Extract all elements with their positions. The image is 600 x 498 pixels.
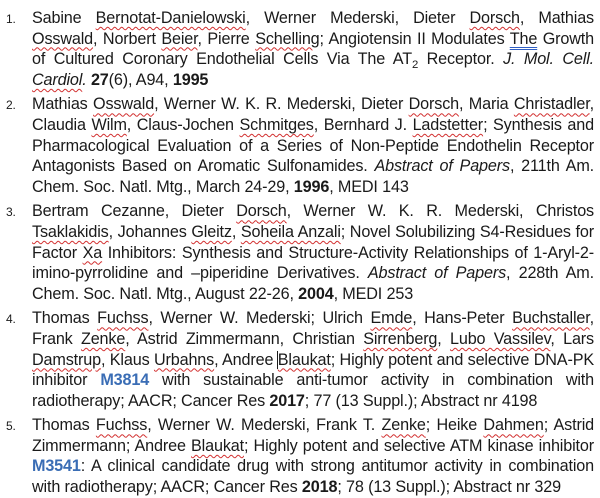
text-run: , 228th Am. Chem. Soc. Natl. Mtg., August 22-26, bbox=[32, 264, 594, 303]
text-run: , bbox=[231, 222, 241, 241]
spelling-flagged-word: Xa bbox=[82, 243, 103, 262]
text-run: , Klaus bbox=[100, 350, 154, 369]
spelling-flagged-word: Osswald bbox=[32, 29, 94, 48]
text-run: , Pierre bbox=[197, 29, 256, 48]
text-run: , Werner W. K. R. Mederski, Dieter bbox=[154, 95, 409, 114]
text-run: Inhibitors: Synthesis and Structure-Activity Relationships of 1-Aryl-2-imino-pyrrolidine and –piperidine Derivatives. bbox=[32, 243, 595, 283]
text-run: ; Angiotensin II Modulates bbox=[319, 29, 510, 48]
spelling-flagged-word: Ladstetter bbox=[412, 115, 484, 134]
bold-run: 2004 bbox=[298, 284, 334, 303]
text-run: with sustainable anti-tumor activity in combination with radiotherapy; AACR; Cancer Res bbox=[32, 371, 595, 410]
spelling-flagged-word: Wilm bbox=[91, 115, 127, 134]
bold-run: 2018 bbox=[301, 478, 338, 497]
text-run: ; Highly potent and selective DNA-PK inhibitor bbox=[32, 350, 594, 390]
reference-number: 4. bbox=[6, 312, 16, 327]
spelling-flagged-word: Blaukat bbox=[277, 350, 331, 369]
reference-number: 1. bbox=[6, 12, 16, 26]
text-run: Sabine bbox=[32, 9, 96, 27]
reference-item bbox=[0, 8, 594, 90]
spelling-flagged-word: Sirrenberg bbox=[363, 329, 438, 348]
text-run: : A clinical candidate drug with strong antitumor activity in combination with radiotherapy; AACR; Cancer Res bbox=[32, 457, 594, 497]
spelling-flagged-word: Buchstaller bbox=[512, 309, 590, 328]
text-run: , Frank bbox=[32, 309, 594, 348]
reference-text bbox=[32, 201, 594, 304]
text-run: ; Novel Solubilizing S4-Residues for Factor bbox=[32, 222, 594, 262]
compound-code: M3814 bbox=[100, 371, 150, 390]
text-run: ; Synthesis and Pharmacological Evaluation of a Series of Non-Peptide Endothelin Receptor Antagonists Based on Aromatic Sulfonamides. bbox=[32, 115, 594, 176]
reference-item bbox=[0, 201, 594, 304]
text-run: , Werner W. Mederski, Frank T. bbox=[147, 416, 382, 435]
text-run: , Norbert bbox=[93, 29, 162, 48]
spelling-flagged-word: Zenke bbox=[80, 329, 126, 348]
spelling-flagged-word: Blaukat bbox=[191, 436, 244, 455]
text-run: Bertram Cezanne, Dieter bbox=[32, 202, 237, 221]
spelling-flagged-word: Osswald bbox=[93, 95, 155, 114]
reference-text bbox=[32, 308, 594, 411]
spelling-flagged-word: Dahmen bbox=[483, 416, 544, 435]
text-run: Mathias bbox=[32, 95, 94, 114]
text-run: , Werner W. K. R. Mederski, Christos bbox=[286, 202, 594, 221]
text-run: , Werner Mederski, Dieter bbox=[245, 9, 470, 27]
text-run: , 211th Am. Chem. Soc. Natl. Mtg., March 24-29, bbox=[32, 157, 594, 196]
subscript: 2 bbox=[411, 59, 419, 72]
spelling-flagged-word: Dorsch bbox=[469, 9, 520, 27]
spelling-flagged-word: Beier bbox=[161, 29, 198, 48]
reference-number: 5. bbox=[6, 419, 16, 434]
text-run: , MEDI 143 bbox=[329, 177, 409, 196]
journal-title: Abstract of Papers bbox=[374, 157, 510, 176]
text-run: , Maria bbox=[459, 95, 514, 114]
spelling-flagged-word: Damstrup bbox=[32, 350, 101, 369]
spelling-flagged-word: Cardiol bbox=[32, 70, 83, 89]
text-run: Thomas bbox=[32, 309, 98, 328]
spelling-flagged-word: Zenke bbox=[381, 416, 426, 435]
spelling-flagged-word: Lubo Vassilev bbox=[449, 329, 551, 348]
bold-run: 1996 bbox=[293, 177, 330, 196]
text-run: , Werner W. Mederski; Ulrich bbox=[148, 309, 371, 328]
reference-item bbox=[0, 94, 594, 197]
text-run: Receptor. bbox=[418, 50, 504, 69]
spelling-flagged-word: Fuchss bbox=[95, 416, 148, 435]
spelling-flagged-word: Urbahns bbox=[153, 350, 215, 369]
spelling-flagged-word: Dorsch bbox=[236, 202, 287, 221]
reference-item bbox=[0, 415, 594, 497]
text-run: , Astrid Zimmermann, Christian bbox=[125, 329, 364, 348]
text-run: ; 77 (13 Suppl.); Abstract nr 4198 bbox=[304, 391, 538, 410]
spelling-flagged-word: Soheila Anzali bbox=[240, 222, 341, 241]
bold-run: 27 bbox=[90, 70, 109, 89]
text-run: , Johannes bbox=[108, 222, 192, 241]
spelling-flagged-word: Dorsch bbox=[408, 95, 460, 114]
text-run: ; Astrid Zimmermann; Andree bbox=[32, 416, 594, 455]
spelling-flagged-word: Bernotat-Danielowski bbox=[95, 9, 246, 27]
spelling-flagged-word: Tsaklakidis bbox=[32, 222, 109, 241]
text-run: , Claus-Jochen bbox=[126, 115, 240, 134]
text-run: ; 78 (13 Suppl.); Abstract nr 329 bbox=[337, 478, 561, 497]
grammar-flagged-word: The bbox=[509, 29, 538, 48]
text-run: Thomas bbox=[32, 416, 96, 435]
reference-list bbox=[0, 8, 594, 498]
reference-item bbox=[0, 308, 594, 411]
bold-run: 1995 bbox=[172, 70, 209, 89]
reference-text bbox=[32, 94, 594, 197]
text-run: (6), A94, bbox=[108, 70, 173, 89]
journal-title: Abstract of Papers bbox=[367, 264, 507, 283]
spelling-flagged-word: Emde bbox=[370, 309, 413, 328]
text-run: , MEDI 253 bbox=[333, 284, 414, 303]
spelling-flagged-word: Fuchss bbox=[97, 309, 149, 328]
text-run: , Andree bbox=[214, 350, 278, 369]
text-run: , Claudia bbox=[32, 95, 594, 134]
reference-text bbox=[32, 415, 594, 497]
compound-code: M3541 bbox=[32, 457, 81, 476]
text-run: , Hans-Peter bbox=[412, 309, 513, 328]
journal-title: . bbox=[82, 70, 87, 89]
spelling-flagged-word: Schmitges bbox=[239, 115, 314, 134]
spelling-flagged-word: Christadler bbox=[513, 95, 590, 114]
text-run: , Bernhard J. bbox=[313, 115, 413, 134]
reference-number: 3. bbox=[6, 205, 16, 220]
text-run: , bbox=[437, 329, 450, 348]
text-run: , Lars bbox=[550, 329, 594, 348]
reference-text bbox=[32, 8, 594, 90]
text-run: , Mathias bbox=[519, 9, 594, 27]
spelling-flagged-word: Gleitz bbox=[191, 222, 232, 241]
journal-title: J. Mol. Cell. bbox=[503, 50, 594, 69]
bold-run: 2017 bbox=[269, 391, 305, 410]
spelling-flagged-word: Schelling bbox=[255, 29, 320, 48]
text-run: ; Heike bbox=[425, 416, 484, 435]
text-run: ; Highly potent and selective ATM kinase inhibitor bbox=[243, 436, 594, 455]
text-run: Growth of Cultured Coronary Endothelial Cells Via The AT bbox=[32, 29, 594, 69]
reference-number: 2. bbox=[6, 98, 16, 113]
